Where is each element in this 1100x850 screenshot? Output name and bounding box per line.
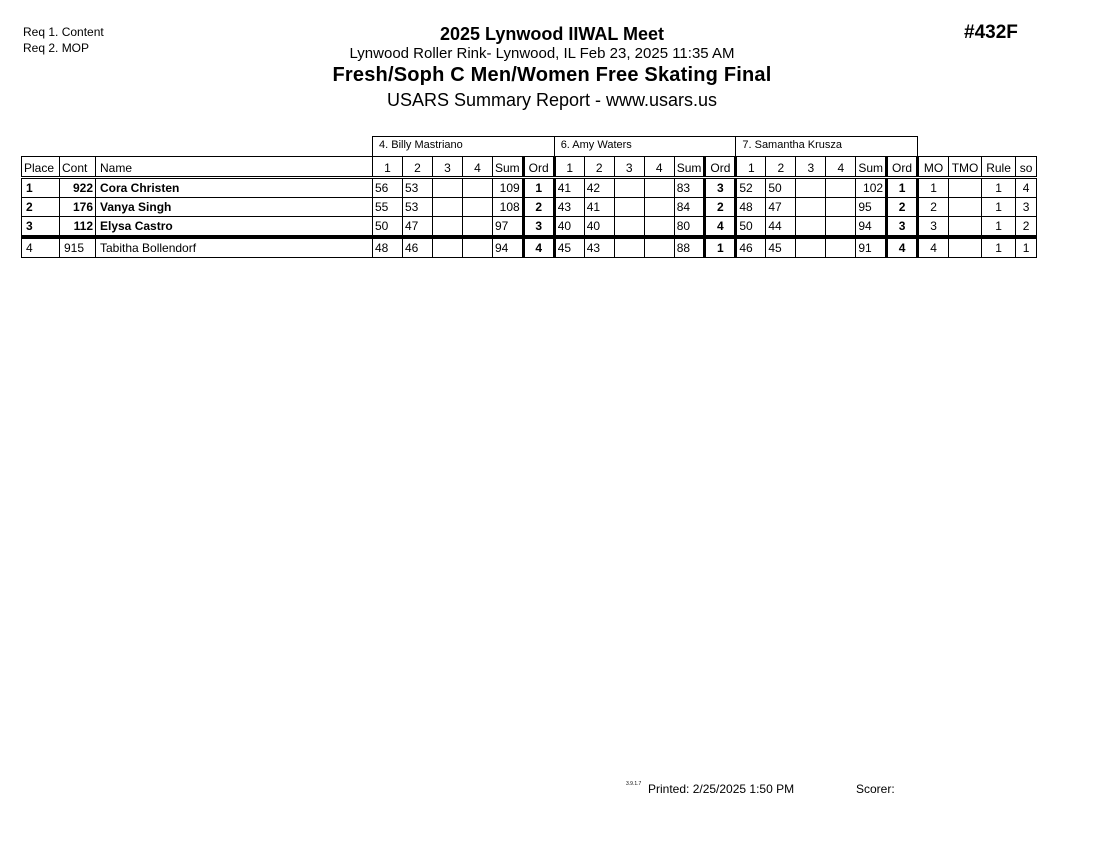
j1-score-4 [463, 237, 493, 258]
contestant-number: 176 [60, 198, 96, 217]
col-so: so [1016, 157, 1037, 178]
j3-sum: 91 [856, 237, 887, 258]
place: 3 [22, 217, 60, 238]
event-title: Fresh/Soph C Men/Women Free Skating Final [332, 64, 772, 86]
j1-score-2: 53 [403, 198, 433, 217]
col-j1-2: 2 [403, 157, 433, 178]
col-name: Name [96, 157, 373, 178]
col-j1-1: 1 [373, 157, 403, 178]
j1-score-3 [433, 178, 463, 198]
j2-score-4 [644, 217, 674, 238]
j3-sum: 102 [856, 178, 887, 198]
col-tmo: TMO [949, 157, 982, 178]
j1-ordinal: 4 [523, 237, 554, 258]
table-row [22, 217, 1037, 238]
tmo [949, 217, 982, 238]
report-title: USARS Summary Report - www.usars.us [386, 90, 718, 110]
j3-score-2: 47 [766, 198, 796, 217]
col-j1-sum: Sum [493, 157, 524, 178]
j1-score-2: 46 [403, 237, 433, 258]
col-j2-sum: Sum [674, 157, 705, 178]
col-cont: Cont [60, 157, 96, 178]
col-j3-ord: Ord [887, 157, 918, 178]
j2-sum: 88 [674, 237, 705, 258]
col-j3-sum: Sum [856, 157, 887, 178]
requirement-2: Req 2. MOP [23, 41, 90, 55]
judge-header-row [22, 137, 1037, 157]
rule: 1 [982, 178, 1016, 198]
j1-score-3 [433, 198, 463, 217]
judge-2-name: 6. Amy Waters [554, 137, 736, 157]
j2-score-3 [614, 198, 644, 217]
j2-score-3 [614, 237, 644, 258]
j2-score-1: 43 [554, 198, 584, 217]
location-line: Lynwood Roller Rink- Lynwood, IL Feb 23, 2025 11:35 AM [349, 45, 735, 62]
j3-score-4 [826, 237, 856, 258]
so: 2 [1016, 217, 1037, 238]
rule: 1 [982, 237, 1016, 258]
rule: 1 [982, 217, 1016, 238]
j1-score-3 [433, 237, 463, 258]
j2-score-3 [614, 178, 644, 198]
j3-score-3 [796, 217, 826, 238]
j2-score-2: 43 [584, 237, 614, 258]
rule: 1 [982, 198, 1016, 217]
j1-ordinal: 2 [523, 198, 554, 217]
software-version: 3.9.1.7 [626, 781, 642, 787]
col-j3-1: 1 [736, 157, 766, 178]
skater-name: Cora Christen [96, 178, 373, 198]
contestant-number: 922 [60, 178, 96, 198]
j3-score-2: 50 [766, 178, 796, 198]
col-j3-2: 2 [766, 157, 796, 178]
j1-score-4 [463, 198, 493, 217]
table-row [22, 237, 1037, 258]
j2-sum: 83 [674, 178, 705, 198]
j2-ordinal: 3 [705, 178, 736, 198]
col-j2-4: 4 [644, 157, 674, 178]
tmo [949, 178, 982, 198]
col-j2-3: 3 [614, 157, 644, 178]
j3-score-1: 46 [736, 237, 766, 258]
j2-ordinal: 2 [705, 198, 736, 217]
j3-score-3 [796, 178, 826, 198]
contestant-number: 915 [60, 237, 96, 258]
j3-ordinal: 4 [887, 237, 918, 258]
tmo [949, 237, 982, 258]
j3-score-4 [826, 198, 856, 217]
j1-ordinal: 1 [523, 178, 554, 198]
col-j1-4: 4 [463, 157, 493, 178]
j2-ordinal: 1 [705, 237, 736, 258]
j3-score-2: 44 [766, 217, 796, 238]
requirement-1: Req 1. Content [23, 25, 104, 39]
contestant-number: 112 [60, 217, 96, 238]
column-header-row [22, 157, 1037, 178]
j3-score-4 [826, 178, 856, 198]
j2-sum: 80 [674, 217, 705, 238]
col-j2-2: 2 [584, 157, 614, 178]
meet-title: 2025 Lynwood IIWAL Meet [439, 24, 665, 44]
j3-score-1: 52 [736, 178, 766, 198]
col-j1-3: 3 [433, 157, 463, 178]
printed-timestamp: Printed: 2/25/2025 1:50 PM [648, 782, 795, 796]
so: 4 [1016, 178, 1037, 198]
j1-sum: 97 [493, 217, 524, 238]
j1-score-3 [433, 217, 463, 238]
col-j3-4: 4 [826, 157, 856, 178]
col-rule: Rule [982, 157, 1016, 178]
j3-score-3 [796, 198, 826, 217]
table-row [22, 198, 1037, 217]
j2-score-2: 40 [584, 217, 614, 238]
j1-score-2: 53 [403, 178, 433, 198]
j2-score-2: 41 [584, 198, 614, 217]
results-table [21, 136, 1037, 258]
col-j2-1: 1 [554, 157, 584, 178]
j3-score-4 [826, 217, 856, 238]
col-place: Place [22, 157, 60, 178]
tmo [949, 198, 982, 217]
event-code: #432F [964, 22, 1018, 43]
j1-score-1: 48 [373, 237, 403, 258]
j1-score-4 [463, 217, 493, 238]
skater-name: Tabitha Bollendorf [96, 237, 373, 258]
mo: 2 [918, 198, 949, 217]
j3-ordinal: 2 [887, 198, 918, 217]
j2-sum: 84 [674, 198, 705, 217]
j1-score-1: 50 [373, 217, 403, 238]
judge-3-name: 7. Samantha Krusza [736, 137, 918, 157]
scorer-label: Scorer: [856, 782, 895, 796]
j3-score-1: 48 [736, 198, 766, 217]
place: 4 [22, 237, 60, 258]
j1-score-2: 47 [403, 217, 433, 238]
j2-score-3 [614, 217, 644, 238]
j3-score-1: 50 [736, 217, 766, 238]
col-j3-3: 3 [796, 157, 826, 178]
j2-score-4 [644, 237, 674, 258]
skater-name: Elysa Castro [96, 217, 373, 238]
so: 1 [1016, 237, 1037, 258]
col-mo: MO [918, 157, 949, 178]
j3-ordinal: 3 [887, 217, 918, 238]
j1-sum: 109 [493, 178, 524, 198]
j2-score-1: 41 [554, 178, 584, 198]
j1-score-1: 55 [373, 198, 403, 217]
skater-name: Vanya Singh [96, 198, 373, 217]
j2-score-4 [644, 178, 674, 198]
j2-score-2: 42 [584, 178, 614, 198]
mo: 4 [918, 237, 949, 258]
mo: 3 [918, 217, 949, 238]
j2-score-4 [644, 198, 674, 217]
j1-ordinal: 3 [523, 217, 554, 238]
col-j1-ord: Ord [523, 157, 554, 178]
j1-score-4 [463, 178, 493, 198]
j2-score-1: 40 [554, 217, 584, 238]
col-j2-ord: Ord [705, 157, 736, 178]
j3-sum: 94 [856, 217, 887, 238]
place: 1 [22, 178, 60, 198]
j1-sum: 94 [493, 237, 524, 258]
so: 3 [1016, 198, 1037, 217]
j2-score-1: 45 [554, 237, 584, 258]
j2-ordinal: 4 [705, 217, 736, 238]
j1-sum: 108 [493, 198, 524, 217]
j3-score-2: 45 [766, 237, 796, 258]
j3-ordinal: 1 [887, 178, 918, 198]
judge-1-name: 4. Billy Mastriano [373, 137, 555, 157]
j3-sum: 95 [856, 198, 887, 217]
mo: 1 [918, 178, 949, 198]
j3-score-3 [796, 237, 826, 258]
place: 2 [22, 198, 60, 217]
table-row [22, 178, 1037, 198]
j1-score-1: 56 [373, 178, 403, 198]
